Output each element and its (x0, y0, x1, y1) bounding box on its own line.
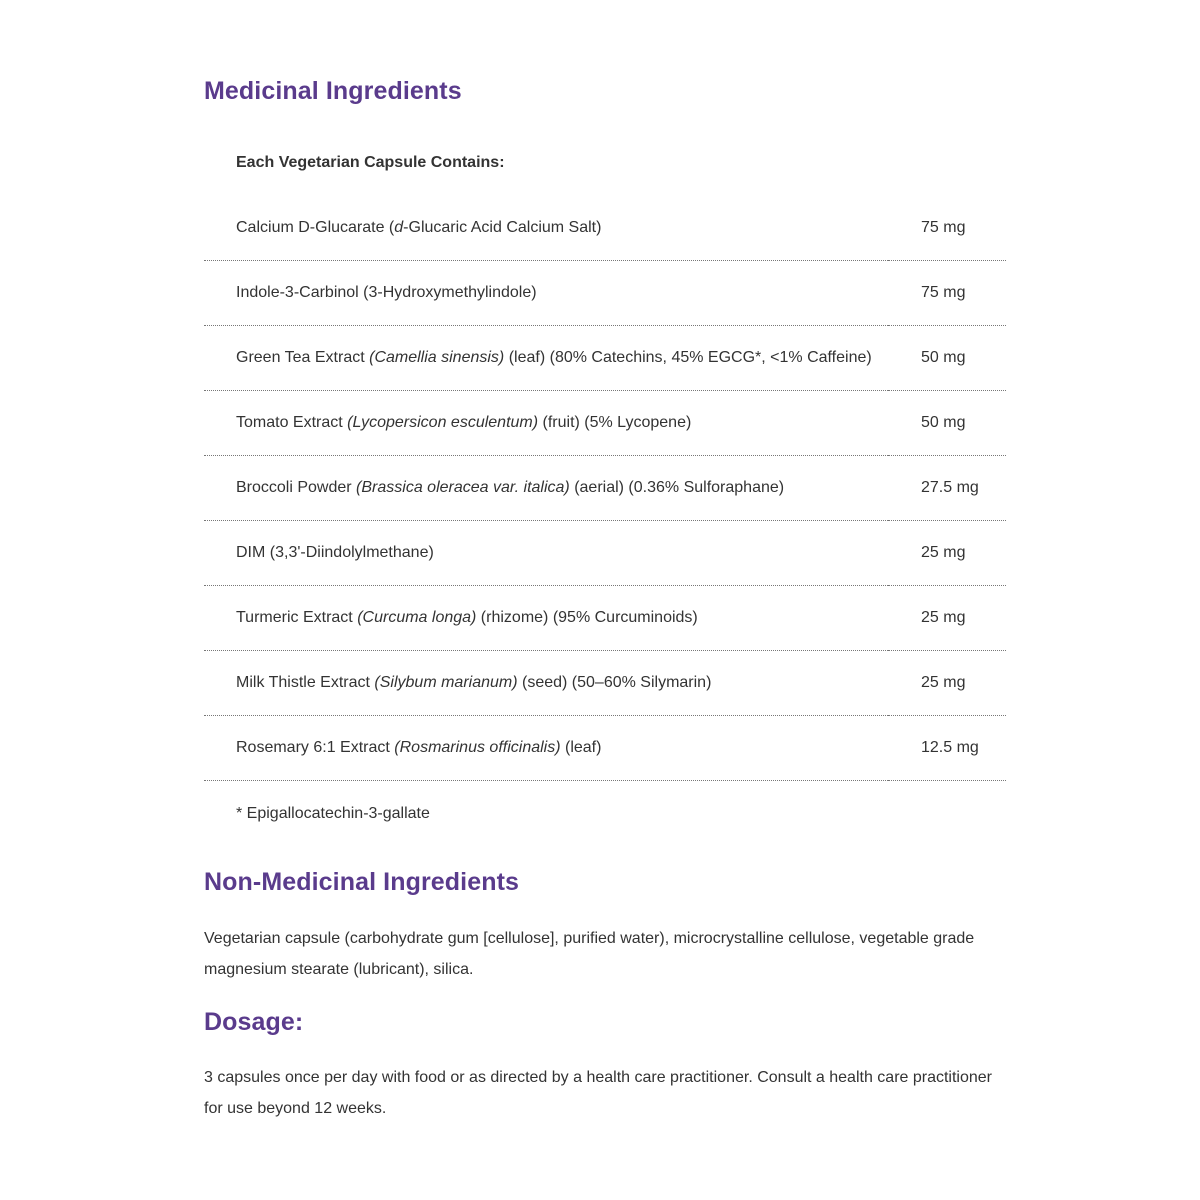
ingredient-amount: 75 mg (888, 261, 1006, 326)
ingredient-amount: 27.5 mg (888, 456, 1006, 521)
ingredient-amount: 50 mg (888, 391, 1006, 456)
ingredient-name (204, 456, 888, 521)
ingredient-amount: 12.5 mg (888, 716, 1006, 781)
ingredient-amount: 25 mg (888, 521, 1006, 586)
table-row (204, 196, 1006, 261)
table-row (204, 716, 1006, 781)
table-row (204, 391, 1006, 456)
ingredient-name (204, 261, 888, 326)
ingredient-amount: 75 mg (888, 196, 1006, 261)
ingredient-name-text: DIM (3,3'-Diindolylmethane) (236, 544, 434, 561)
dosage-heading: Dosage: (204, 1008, 304, 1036)
ingredient-detail: (leaf) (560, 739, 602, 756)
ingredient-name-text: Turmeric Extract (236, 609, 358, 626)
ingredient-name (204, 586, 888, 651)
ingredient-latin-name: d (394, 219, 404, 236)
egcg-footnote: * Epigallocatechin-3-gallate (236, 805, 430, 822)
ingredient-latin-name: (Curcuma longa) (357, 609, 477, 626)
capsule-contents-intro: Each Vegetarian Capsule Contains: (236, 154, 505, 171)
ingredient-name-text: Tomato Extract (236, 414, 348, 431)
medicinal-ingredients-heading: Medicinal Ingredients (204, 77, 462, 105)
ingredient-name (204, 391, 888, 456)
ingredient-latin-name: (Rosmarinus officinalis) (394, 739, 561, 756)
non-medicinal-ingredients-text: Vegetarian capsule (carbohydrate gum [cellulose], purified water), microcrystalline cellulose, vegetable grade magnesium stearate (lubricant), silica. (204, 930, 975, 978)
table-row (204, 326, 1006, 391)
ingredient-name (204, 326, 888, 391)
ingredient-name (204, 196, 888, 261)
ingredient-amount: 25 mg (888, 651, 1006, 716)
ingredient-detail: (aerial) (0.36% Sulforaphane) (569, 479, 785, 496)
ingredient-latin-name: (Silybum marianum) (374, 674, 518, 691)
non-medicinal-ingredients-heading: Non-Medicinal Ingredients (204, 868, 520, 896)
table-row (204, 521, 1006, 586)
ingredient-amount: 25 mg (888, 586, 1006, 651)
table-row (204, 261, 1006, 326)
ingredient-detail: -Glucaric Acid Calcium Salt) (403, 219, 602, 236)
table-row (204, 456, 1006, 521)
ingredient-detail: (fruit) (5% Lycopene) (538, 414, 692, 431)
medicinal-ingredients-table (204, 196, 1006, 781)
ingredient-latin-name: (Brassica oleracea var. italica) (356, 479, 570, 496)
table-row (204, 586, 1006, 651)
table-row (204, 651, 1006, 716)
ingredient-latin-name: (Camellia sinensis) (369, 349, 505, 366)
ingredient-name-text: Calcium D-Glucarate ( (236, 219, 395, 236)
ingredient-name-text: Milk Thistle Extract (236, 674, 375, 691)
ingredient-detail: (rhizome) (95% Curcuminoids) (476, 609, 698, 626)
ingredient-name-text: Green Tea Extract (236, 349, 370, 366)
ingredient-latin-name: (Lycopersicon esculentum) (347, 414, 539, 431)
ingredient-detail: (leaf) (80% Catechins, 45% EGCG*, <1% Caffeine) (504, 349, 872, 366)
dosage-text: 3 capsules once per day with food or as directed by a health care practitioner. Consult a health care practitioner for use beyond 12 weeks. (204, 1069, 993, 1117)
ingredient-detail: (seed) (50–60% Silymarin) (517, 674, 712, 691)
ingredient-name-text: Broccoli Powder (236, 479, 357, 496)
ingredient-name-text: Rosemary 6:1 Extract (236, 739, 395, 756)
ingredient-name (204, 651, 888, 716)
ingredient-name (204, 521, 888, 586)
ingredient-name-text: Indole-3-Carbinol (3-Hydroxymethylindole) (236, 284, 537, 301)
ingredient-amount: 50 mg (888, 326, 1006, 391)
ingredient-name (204, 716, 888, 781)
